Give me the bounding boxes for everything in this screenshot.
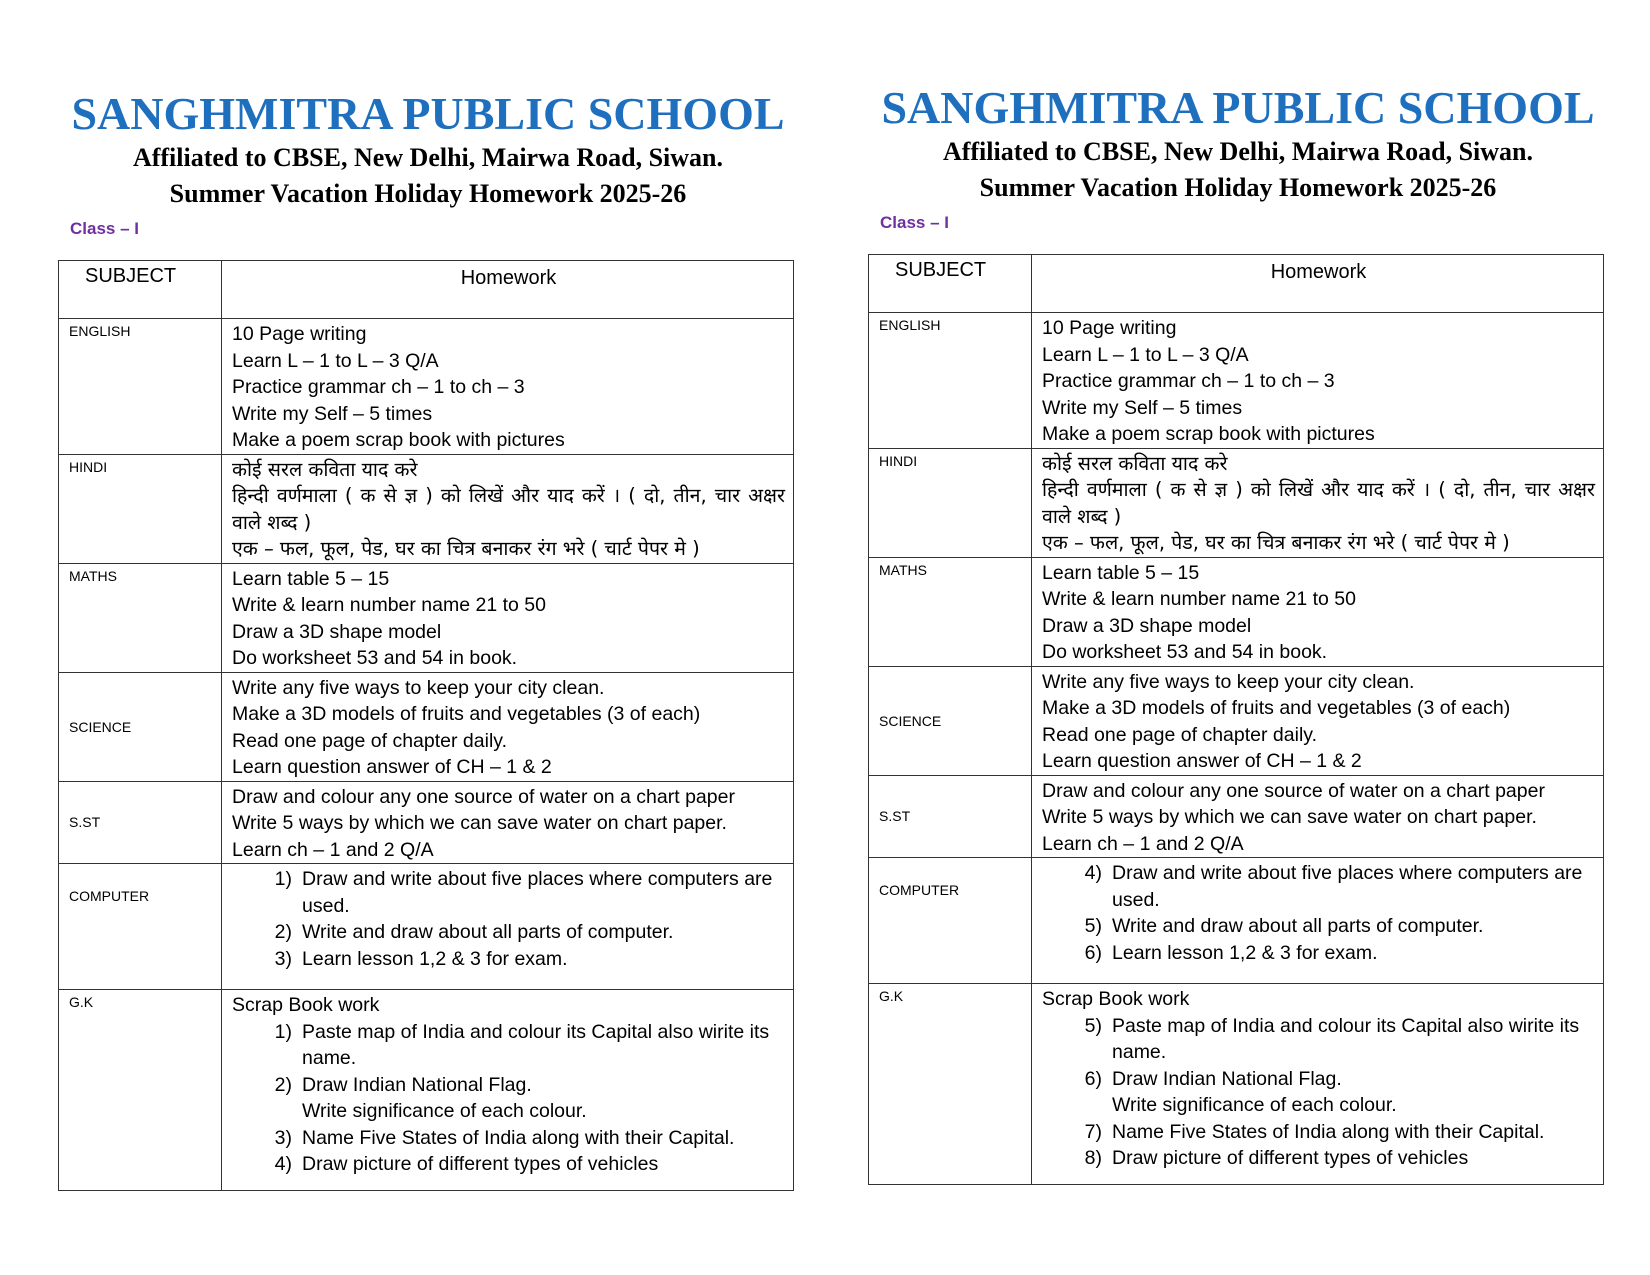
item-number: 4) bbox=[274, 1153, 292, 1175]
item-number: 6) bbox=[1084, 941, 1102, 964]
homework-line: 10 Page writing bbox=[232, 323, 367, 345]
subject-gk: G.K bbox=[59, 990, 222, 1191]
homework-line: Write 5 ways by which we can save water on chart paper. bbox=[1042, 806, 1537, 828]
item-number: 2) bbox=[274, 921, 292, 943]
school-name: SANGHMITRA PUBLIC SCHOOL bbox=[71, 88, 785, 139]
flag-note: Write significance of each colour. bbox=[302, 1100, 587, 1122]
table-header-row bbox=[59, 261, 794, 319]
homework-line: Do worksheet 53 and 54 in book. bbox=[232, 647, 518, 669]
homework-line: Learn L – 1 to L – 3 Q/A bbox=[232, 349, 439, 372]
computer-list bbox=[1042, 860, 1595, 966]
homework-line: Draw and colour any one source of water on a chart paper bbox=[232, 785, 735, 808]
item-text: Draw and write about five places where computers are used. bbox=[302, 868, 773, 917]
subject-english: ENGLISH bbox=[869, 313, 1032, 449]
homework-line: Scrap Book work bbox=[232, 994, 380, 1016]
item-number: 7) bbox=[1084, 1120, 1102, 1143]
item-number: 1) bbox=[274, 868, 292, 890]
item-text: Learn lesson 1,2 & 3 for exam. bbox=[302, 947, 568, 970]
item-number: 3) bbox=[274, 1126, 292, 1149]
maths-homework bbox=[222, 563, 794, 672]
subject-column-header: SUBJECT bbox=[59, 261, 222, 319]
homework-line: Learn ch – 1 and 2 Q/A bbox=[232, 838, 434, 861]
subject-science: SCIENCE bbox=[59, 672, 222, 781]
subject-maths: MATHS bbox=[59, 563, 222, 672]
list-item bbox=[1042, 1066, 1595, 1093]
list-item bbox=[232, 866, 785, 919]
class-label: Class – I bbox=[880, 213, 949, 232]
flag-note: Write significance of each colour. bbox=[1112, 1094, 1397, 1116]
homework-table bbox=[58, 260, 794, 1191]
science-row bbox=[59, 672, 794, 781]
subject-computer: COMPUTER bbox=[869, 858, 1032, 984]
item-number: 5) bbox=[1084, 915, 1102, 937]
subject-hindi: HINDI bbox=[59, 454, 222, 563]
homework-sheet-right bbox=[868, 82, 1608, 1185]
item-number: 1) bbox=[274, 1020, 292, 1043]
homework-title: Summer Vacation Holiday Homework 2025-26 bbox=[979, 173, 1497, 202]
homework-line: Scrap Book work bbox=[1042, 988, 1190, 1010]
subject-english: ENGLISH bbox=[59, 319, 222, 455]
homework-line: Learn table 5 – 15 bbox=[232, 567, 390, 590]
homework-line: Read one page of chapter daily. bbox=[232, 729, 507, 752]
homework-line: Write 5 ways by which we can save water on chart paper. bbox=[232, 812, 727, 834]
homework-line: Write my Self – 5 times bbox=[1042, 396, 1243, 419]
item-text: Paste map of India and colour its Capital also wirite its name. bbox=[302, 1020, 770, 1069]
homework-line: हिन्दी वर्णमाला ( क से ज्ञ ) को लिखें और याद करें । ( दो, तीन, चार अक्षर वाले शब्द ) bbox=[1042, 478, 1595, 528]
homework-line: हिन्दी वर्णमाला ( क से ज्ञ ) को लिखें और याद करें । ( दो, तीन, चार अक्षर वाले शब्द ) bbox=[232, 484, 785, 534]
homework-line: Practice grammar ch – 1 to ch – 3 bbox=[1042, 370, 1335, 392]
item-number: 6) bbox=[1084, 1067, 1102, 1090]
gk-homework bbox=[222, 990, 794, 1191]
homework-line: Make a poem scrap book with pictures bbox=[232, 429, 565, 451]
computer-homework bbox=[1032, 858, 1604, 984]
homework-line: Write my Self – 5 times bbox=[232, 402, 433, 425]
computer-row bbox=[59, 864, 794, 990]
affiliation-line: Affiliated to CBSE, New Delhi, Mairwa Road, Siwan. bbox=[942, 137, 1534, 166]
item-text: Learn lesson 1,2 & 3 for exam. bbox=[1112, 941, 1378, 964]
sst-homework bbox=[1032, 775, 1604, 858]
homework-line: Practice grammar ch – 1 to ch – 3 bbox=[232, 376, 525, 398]
homework-line: Write & learn number name 21 to 50 bbox=[232, 594, 546, 616]
homework-column-header: Homework bbox=[222, 261, 794, 319]
homework-line: Learn L – 1 to L – 3 Q/A bbox=[1042, 343, 1249, 366]
maths-row bbox=[59, 563, 794, 672]
hindi-row bbox=[869, 448, 1604, 557]
school-name: SANGHMITRA PUBLIC SCHOOL bbox=[881, 82, 1595, 133]
homework-line: कोई सरल कविता याद करे bbox=[1042, 451, 1228, 475]
item-text: Write and draw about all parts of computer. bbox=[302, 921, 674, 943]
homework-line: Learn question answer of CH – 1 & 2 bbox=[232, 756, 552, 778]
subject-science: SCIENCE bbox=[869, 666, 1032, 775]
item-text: Draw picture of different types of vehicles bbox=[1112, 1147, 1469, 1169]
item-text: Draw Indian National Flag. bbox=[302, 1073, 532, 1096]
item-text: Paste map of India and colour its Capital also wirite its name. bbox=[1112, 1014, 1580, 1063]
homework-line: Do worksheet 53 and 54 in book. bbox=[1042, 641, 1328, 663]
list-item bbox=[232, 1151, 785, 1178]
homework-line: Learn ch – 1 and 2 Q/A bbox=[1042, 832, 1244, 855]
homework-table bbox=[868, 254, 1604, 1185]
subject-hindi: HINDI bbox=[869, 448, 1032, 557]
item-text: Name Five States of India along with their Capital. bbox=[1112, 1120, 1545, 1143]
gk-list bbox=[232, 1019, 785, 1099]
item-text: Name Five States of India along with their Capital. bbox=[302, 1126, 735, 1149]
subject-sst: S.ST bbox=[59, 781, 222, 864]
homework-line: Draw a 3D shape model bbox=[1042, 614, 1252, 637]
list-item bbox=[1042, 913, 1595, 940]
item-number: 4) bbox=[1084, 862, 1102, 884]
list-item bbox=[1042, 940, 1595, 967]
english-row bbox=[59, 319, 794, 455]
subject-computer: COMPUTER bbox=[59, 864, 222, 990]
subject-column-header: SUBJECT bbox=[869, 255, 1032, 313]
science-homework bbox=[222, 672, 794, 781]
item-text: Draw and write about five places where computers are used. bbox=[1112, 862, 1583, 911]
english-homework bbox=[222, 319, 794, 455]
homework-line: Make a 3D models of fruits and vegetables (3 of each) bbox=[232, 703, 701, 725]
gk-list bbox=[1042, 1013, 1595, 1093]
item-number: 3) bbox=[274, 947, 292, 970]
list-item bbox=[232, 1072, 785, 1099]
list-item bbox=[232, 946, 785, 973]
homework-line: Make a 3D models of fruits and vegetables (3 of each) bbox=[1042, 697, 1511, 719]
item-number: 8) bbox=[1084, 1147, 1102, 1169]
homework-line: Learn table 5 – 15 bbox=[1042, 561, 1200, 584]
homework-line: एक – फल, फूल, पेड, घर का चित्र बनाकर रंग भरे ( चार्ट पेपर मे ) bbox=[1042, 531, 1510, 554]
maths-homework bbox=[1032, 557, 1604, 666]
science-homework bbox=[1032, 666, 1604, 775]
homework-line: एक – फल, फूल, पेड, घर का चित्र बनाकर रंग भरे ( चार्ट पेपर मे ) bbox=[232, 537, 700, 560]
homework-title: Summer Vacation Holiday Homework 2025-26 bbox=[169, 179, 687, 208]
homework-line: Draw a 3D shape model bbox=[232, 620, 442, 643]
english-row bbox=[869, 313, 1604, 449]
homework-sheet-left bbox=[58, 88, 798, 1191]
sst-row bbox=[59, 781, 794, 864]
homework-line: Draw and colour any one source of water on a chart paper bbox=[1042, 779, 1545, 802]
item-number: 2) bbox=[274, 1073, 292, 1096]
list-item bbox=[1042, 1145, 1595, 1172]
homework-line: Learn question answer of CH – 1 & 2 bbox=[1042, 750, 1362, 772]
gk-homework bbox=[1032, 984, 1604, 1185]
homework-line: Make a poem scrap book with pictures bbox=[1042, 423, 1375, 445]
subject-gk: G.K bbox=[869, 984, 1032, 1185]
homework-line: 10 Page writing bbox=[1042, 317, 1177, 339]
homework-column-header: Homework bbox=[1032, 255, 1604, 313]
gk-row bbox=[59, 990, 794, 1191]
homework-line: कोई सरल कविता याद करे bbox=[232, 457, 418, 481]
computer-list bbox=[232, 866, 785, 972]
hindi-homework bbox=[1032, 448, 1604, 557]
item-text: Draw picture of different types of vehicles bbox=[302, 1153, 659, 1175]
item-number: 5) bbox=[1084, 1014, 1102, 1037]
subject-maths: MATHS bbox=[869, 557, 1032, 666]
class-label: Class – I bbox=[70, 219, 139, 238]
gk-row bbox=[869, 984, 1604, 1185]
item-text: Write and draw about all parts of computer. bbox=[1112, 915, 1484, 937]
list-item bbox=[1042, 1119, 1595, 1146]
sst-homework bbox=[222, 781, 794, 864]
computer-homework bbox=[222, 864, 794, 990]
item-text: Draw Indian National Flag. bbox=[1112, 1067, 1342, 1090]
list-item bbox=[232, 1019, 785, 1072]
maths-row bbox=[869, 557, 1604, 666]
affiliation-line: Affiliated to CBSE, New Delhi, Mairwa Road, Siwan. bbox=[132, 143, 724, 172]
homework-line: Read one page of chapter daily. bbox=[1042, 723, 1317, 746]
subject-sst: S.ST bbox=[869, 775, 1032, 858]
science-row bbox=[869, 666, 1604, 775]
list-item bbox=[232, 919, 785, 946]
homework-line: Write any five ways to keep your city clean. bbox=[1042, 670, 1415, 693]
list-item bbox=[1042, 1013, 1595, 1066]
list-item bbox=[1042, 860, 1595, 913]
list-item bbox=[232, 1125, 785, 1152]
english-homework bbox=[1032, 313, 1604, 449]
sst-row bbox=[869, 775, 1604, 858]
computer-row bbox=[869, 858, 1604, 984]
table-header-row bbox=[869, 255, 1604, 313]
homework-line: Write & learn number name 21 to 50 bbox=[1042, 588, 1356, 610]
gk-list-continued bbox=[232, 1125, 785, 1178]
hindi-homework bbox=[222, 454, 794, 563]
gk-list-continued bbox=[1042, 1119, 1595, 1172]
hindi-row bbox=[59, 454, 794, 563]
homework-line: Write any five ways to keep your city clean. bbox=[232, 676, 605, 699]
